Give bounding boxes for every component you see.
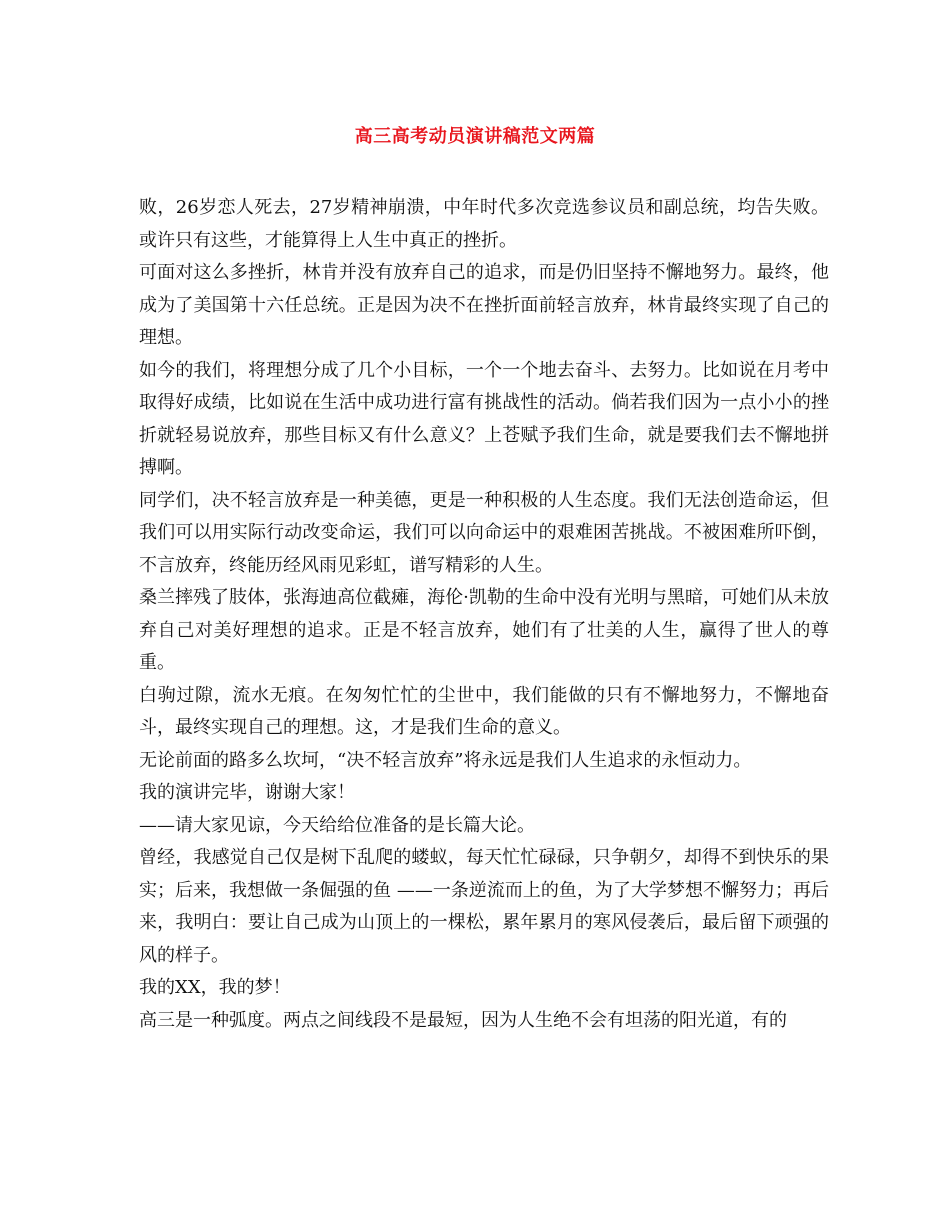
- paragraph: 高三是一种弧度。两点之间线段不是最短，因为人生绝不会有坦荡的阳光道，有的: [139, 1009, 787, 1031]
- paragraph: 桑兰摔残了肢体，张海迪高位截瘫，海伦·凯勒的生命中没有光明与黑暗，可她们从未放弃自己对美好理想的追求。正是不轻言放弃，她们有了壮美的人生，赢得了世人的尊重。: [139, 587, 829, 673]
- paragraph: 白驹过隙，流水无痕。在匆匆忙忙的尘世中，我们能做的只有不懈地努力，不懈地奋斗，最终实现自己的理想。这，才是我们生命的意义。: [139, 684, 829, 738]
- paragraph: 如今的我们，将理想分成了几个小目标，一个一个地去奋斗、去努力。比如说在月考中取得好成绩，比如说在生活中成功进行富有挑战性的活动。倘若我们因为一点小小的挫折就轻易说放弃，那些目标又有什么意义？上苍赋予我们生命，就是要我们去不懈地拼搏啊。: [139, 359, 829, 478]
- paragraph: 同学们，决不轻言放弃是一种美德，更是一种积极的人生态度。我们无法创造命运，但我们可以用实际行动改变命运，我们可以向命运中的艰难困苦挑战。不被困难所吓倒，不言放弃，终能历经风雨见彩虹，谱写精彩的人生。: [139, 489, 829, 576]
- document-title: 高三高考动员演讲稿范文两篇: [354, 126, 596, 147]
- paragraph: 我的演讲完毕，谢谢大家！: [139, 782, 355, 803]
- paragraph: 曾经，我感觉自己仅是树下乱爬的蝼蚁，每天忙忙碌碌，只争朝夕，却得不到快乐的果实；后来，我想做一条倔强的鱼 ——一条逆流而上的鱼，为了大学梦想不懈努力；再后来，我明白：要让自己成为山顶上的一棵松，累年累月的寒风侵袭后，最后留下顽强的风的样子。: [139, 847, 829, 966]
- paragraph: 可面对这么多挫折，林肯并没有放弃自己的追求，而是仍旧坚持不懈地努力。最终，他成为了美国第十六任总统。正是因为决不在挫折面前轻言放弃，林肯最终实现了自己的理想。: [139, 262, 829, 348]
- paragraph: 无论前面的路多么坎坷，“决不轻言放弃”将永远是我们人生追求的永恒动力。: [139, 749, 752, 771]
- paragraph: ——请大家见谅，今天给给位准备的是长篇大论。: [139, 814, 535, 836]
- paragraph: 我的XX，我的梦！: [139, 977, 291, 998]
- document-body: [139, 192, 829, 1037]
- paragraph: 败，26岁恋人死去，27岁精神崩溃，中年时代多次竞选参议员和副总统，均告失败。或许只有这些，才能算得上人生中真正的挫折。: [139, 197, 829, 251]
